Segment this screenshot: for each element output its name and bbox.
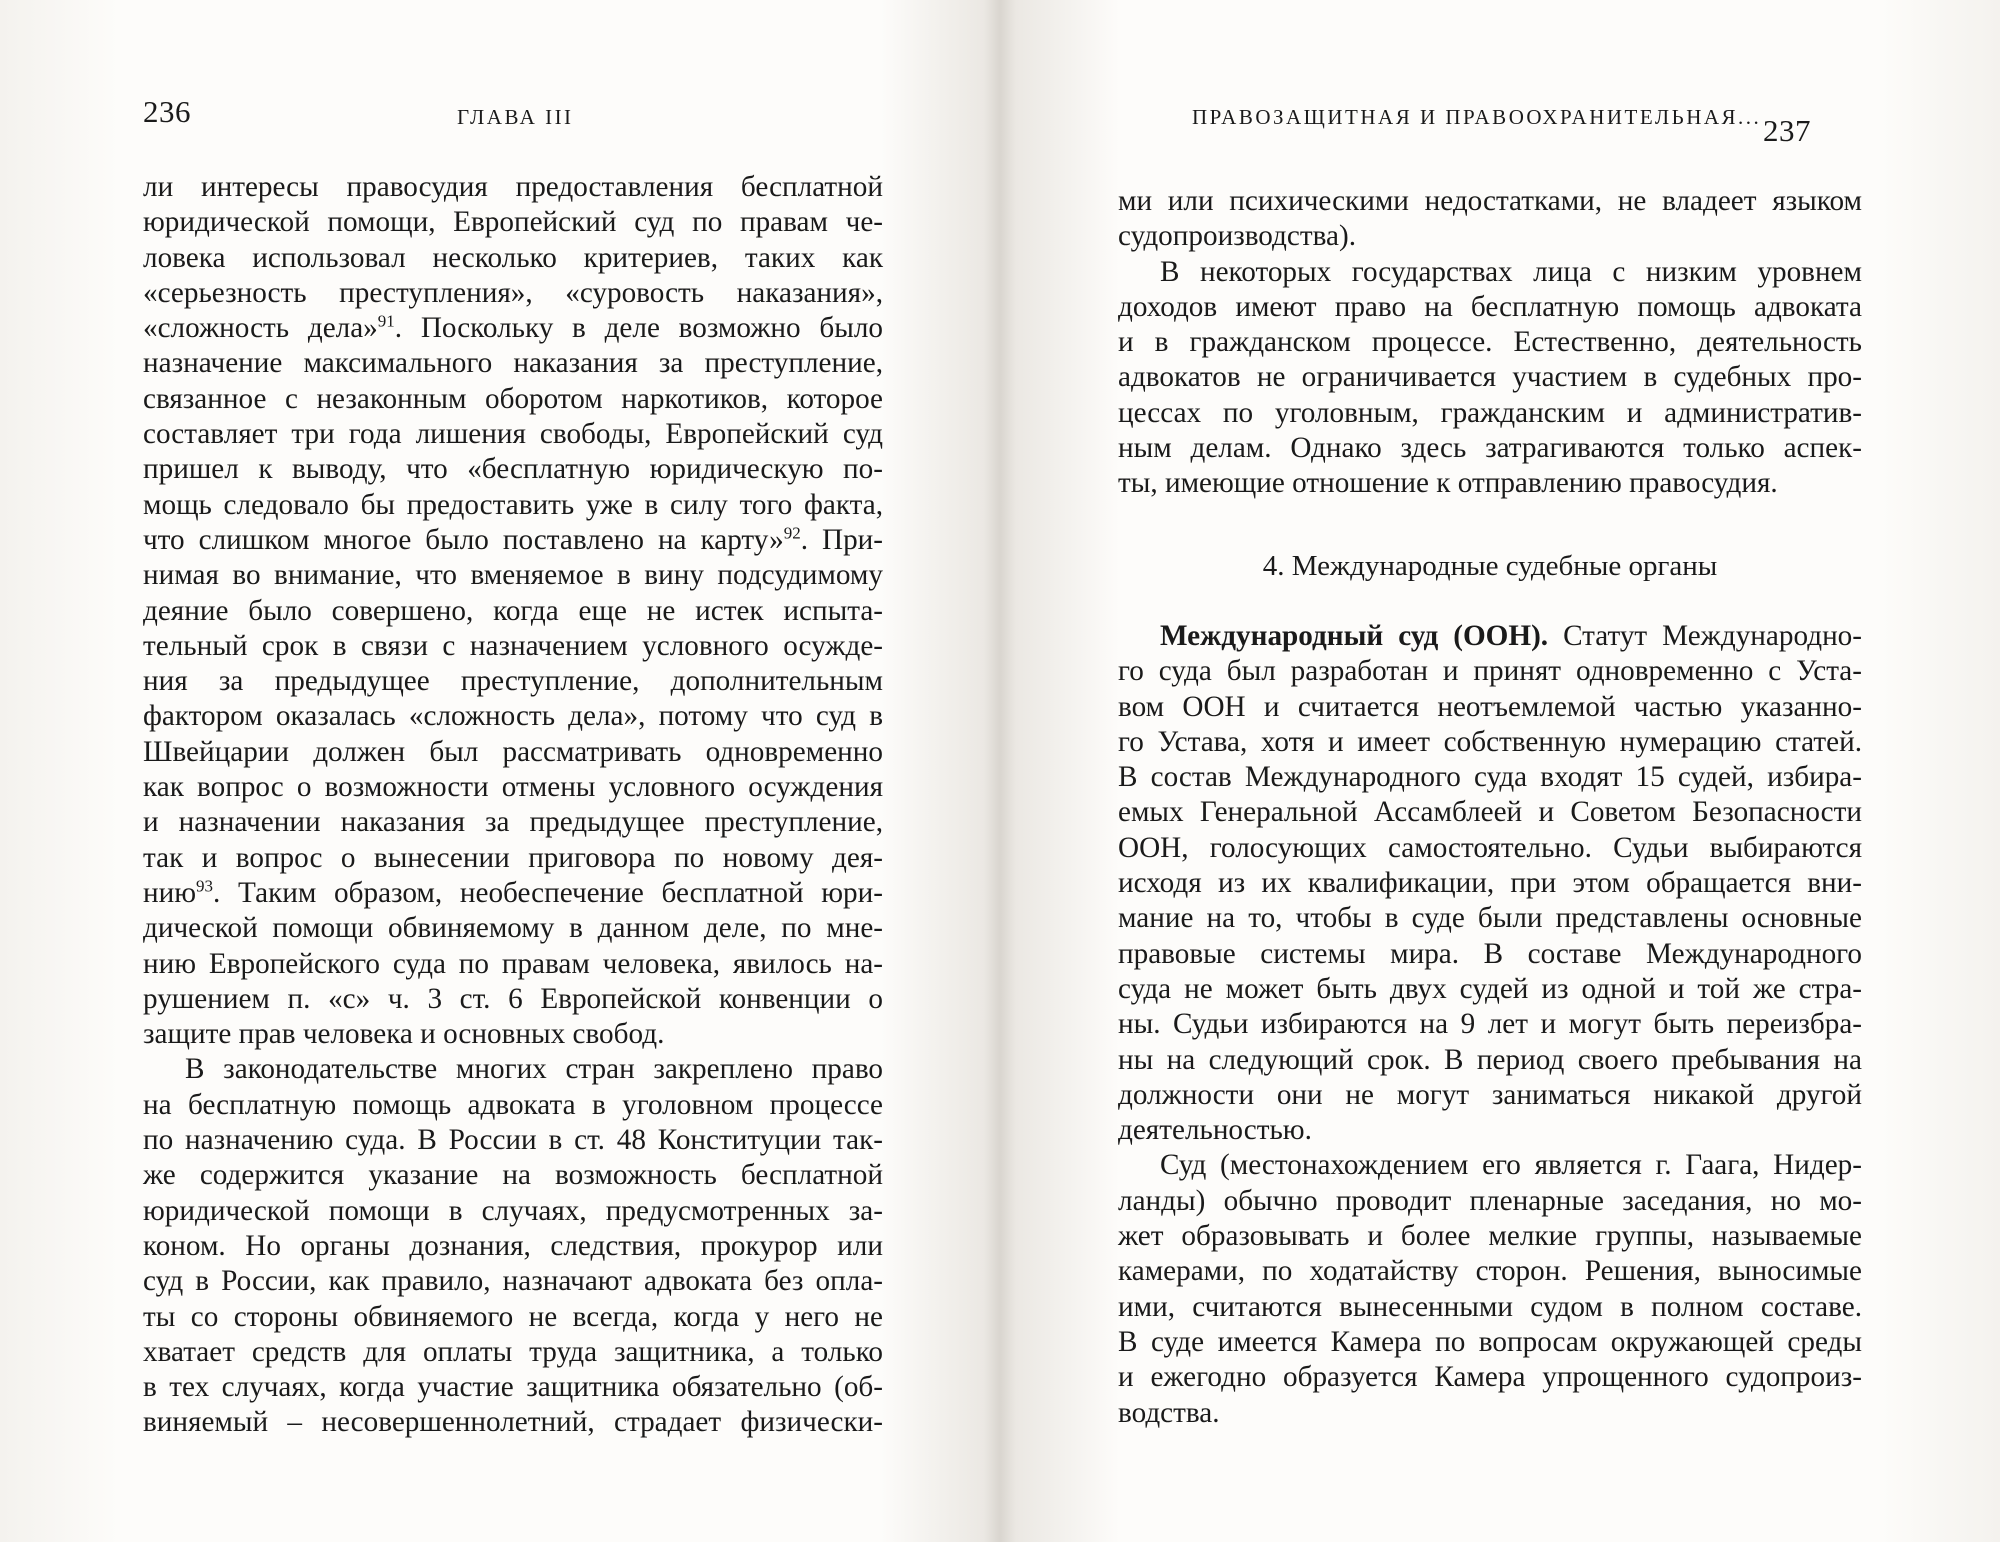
- text-line: же содержится указание на возможность бесплатной: [143, 1159, 883, 1192]
- section-heading: 4. Международные судебные органы: [1262, 550, 1718, 582]
- text-line: деяние было совершено, когда еще не истек испыта-: [143, 594, 883, 627]
- text-line: назначение максимального наказания за преступление,: [143, 347, 883, 380]
- text-fragment: Статут Международно-: [1548, 620, 1862, 652]
- bold-lead: Международный суд (ООН).: [1160, 620, 1549, 652]
- text-line: и в гражданском процессе. Естественно, деятельность: [1118, 326, 1862, 359]
- text-line: жет образовывать и более мелкие группы, называемые: [1118, 1220, 1862, 1253]
- text-line: [143, 876, 883, 911]
- text-line: [143, 311, 883, 346]
- text-line: ты со стороны обвиняемого не всегда, когда у него не: [143, 1300, 883, 1333]
- text-line: ловека использовал несколько критериев, таких как: [143, 241, 883, 274]
- text-line: камерами, по ходатайству сторон. Решения, выносимые: [1118, 1255, 1862, 1288]
- text-line: мощь следовало бы предоставить уже в силу того факта,: [143, 488, 883, 521]
- text-line: Швейцарии должен был рассматривать одновременно: [143, 735, 883, 768]
- text-fragment: . Таким образом, необеспечение бесплатной юри-: [213, 876, 883, 909]
- text-line: суда не может быть двух судей из одной и той же стра-: [1118, 972, 1862, 1005]
- text-line: ным делам. Однако здесь затрагиваются только аспек-: [1118, 432, 1862, 465]
- text-line: дической помощи обвиняемому в данном деле, по мне-: [143, 912, 883, 945]
- text-line: пришел к выводу, что «бесплатную юридическую по-: [143, 453, 883, 486]
- text-line: деятельностью.: [1118, 1114, 1312, 1147]
- text-line: В суде имеется Камера по вопросам окружающей среды: [1118, 1325, 1862, 1358]
- text-line: ими, считаются вынесенными судом в полном составе.: [1118, 1290, 1862, 1323]
- footnote-ref-92: 92: [783, 523, 801, 543]
- text-line: го Устава, хотя и имеет собственную нумерацию статей.: [1118, 725, 1862, 758]
- text-line: доходов имеют право на бесплатную помощь адвоката: [1118, 290, 1862, 323]
- text-line: цессах по уголовным, гражданским и административ-: [1118, 396, 1862, 429]
- text-line: мание на то, чтобы в суде были представлены основные: [1118, 902, 1862, 935]
- text-line: нию Европейского суда по правам человека, явилось на-: [143, 947, 883, 980]
- text-line: рушением п. «с» ч. 3 ст. 6 Европейской конвенции о: [143, 982, 883, 1015]
- footnote-ref-91: 91: [377, 311, 395, 331]
- text-line: адвокатов не ограничивается участием в судебных про-: [1118, 361, 1862, 394]
- text-fragment: нию: [143, 876, 197, 909]
- text-line: на бесплатную помощь адвоката в уголовном процессе: [143, 1088, 883, 1121]
- text-line: хватает средств для оплаты труда защитника, а только: [143, 1335, 883, 1368]
- text-line: нимая во внимание, что вменяемое в вину подсудимому: [143, 559, 883, 592]
- text-line: коном. Но органы дознания, следствия, прокурор или: [143, 1229, 883, 1262]
- text-line: Суд (местонахождением его является г. Гаага, Нидер-: [1160, 1149, 1862, 1182]
- text-line: водства.: [1118, 1396, 1220, 1429]
- text-line: в тех случаях, когда участие защитника обязательно (об-: [143, 1371, 883, 1404]
- text-line: юридической помощи в случаях, предусмотренных за-: [143, 1194, 883, 1227]
- text-line: судопроизводства).: [1118, 220, 1356, 253]
- right-body-text-bottom: [1118, 619, 1862, 1431]
- text-line: ния за предыдущее преступление, дополнительным: [143, 665, 883, 698]
- text-line: исходя из их квалификации, при этом обращается вни-: [1118, 867, 1862, 900]
- text-fragment: . Поскольку в деле возможно было: [394, 312, 884, 345]
- text-line: фактором оказалась «сложность дела», потому что суд в: [143, 700, 883, 733]
- text-line: [1118, 619, 1862, 654]
- text-line: связанное с незаконным оборотом наркотиков, которое: [143, 382, 883, 415]
- text-fragment: что слишком многое было поставлено на карту»: [143, 523, 784, 556]
- text-line: правовые системы мира. В составе Международного: [1118, 937, 1862, 970]
- text-line: ны. Судьи избираются на 9 лет и могут быть переизбра-: [1118, 1008, 1862, 1041]
- text-line: ты, имеющие отношение к отправлению правосудия.: [1118, 467, 1778, 500]
- page-number-right: 237: [1763, 113, 1811, 148]
- text-line: «серьезность преступления», «суровость наказания»,: [143, 276, 883, 309]
- text-line: юридической помощи, Европейский суд по правам че-: [143, 206, 883, 239]
- text-line: составляет три года лишения свободы, Европейский суд: [143, 418, 883, 451]
- text-line: В законодательстве многих стран закреплено право: [185, 1053, 883, 1086]
- text-line: В некоторых государствах лица с низким уровнем: [1160, 255, 1862, 288]
- text-line: ми или психическими недостатками, не владеет языком: [1118, 185, 1862, 217]
- text-line: [143, 523, 883, 558]
- text-line: го суда был разработан и принят одновременно с Уста-: [1118, 655, 1862, 688]
- text-line: и назначении наказания за предыдущее преступление,: [143, 806, 883, 839]
- text-line: защите прав человека и основных свобод.: [143, 1018, 665, 1051]
- footnote-ref-93: 93: [196, 876, 214, 896]
- text-line: В состав Международного суда входят 15 судей, избира-: [1118, 761, 1862, 794]
- text-fragment: «сложность дела»: [143, 312, 378, 345]
- right-page: [1000, 0, 2000, 1542]
- text-line: ланды) обычно проводит пленарные заседания, но мо-: [1118, 1184, 1862, 1217]
- running-head-right: ПРАВОЗАЩИТНАЯ И ПРАВООХРАНИТЕЛЬНАЯ...: [1192, 105, 1762, 129]
- left-body-text: [143, 170, 883, 1441]
- right-body-text-top: [1118, 184, 1862, 502]
- page-number-left: 236: [143, 94, 191, 129]
- text-line: и ежегодно образуется Камера упрощенного судопроиз-: [1118, 1361, 1862, 1394]
- text-line: как вопрос о возможности отмены условного осуждения: [143, 771, 883, 804]
- text-line: ны на следующий срок. В период своего пребывания на: [1118, 1043, 1862, 1076]
- text-fragment: . При-: [800, 523, 883, 556]
- text-line: по назначению суда. В России в ст. 48 Конституции так-: [143, 1124, 883, 1157]
- text-line: ли интересы правосудия предоставления бесплатной: [143, 171, 883, 203]
- text-line: так и вопрос о вынесении приговора по новому дея-: [143, 841, 883, 874]
- text-line: вом ООН и считается неотъемлемой частью указанно-: [1118, 690, 1862, 723]
- text-line: должности они не могут заниматься никакой другой: [1118, 1078, 1862, 1111]
- text-line: тельный срок в связи с назначением условного осужде-: [143, 629, 883, 662]
- running-head-left: ГЛАВА III: [457, 105, 574, 129]
- text-line: ООН, голосующих самостоятельно. Судьи выбираются: [1118, 831, 1862, 864]
- text-line: виняемый – несовершеннолетний, страдает физически-: [143, 1406, 883, 1439]
- text-line: суд в России, как правило, назначают адвоката без опла-: [143, 1265, 883, 1298]
- text-line: емых Генеральной Ассамблеей и Советом Безопасности: [1118, 796, 1862, 829]
